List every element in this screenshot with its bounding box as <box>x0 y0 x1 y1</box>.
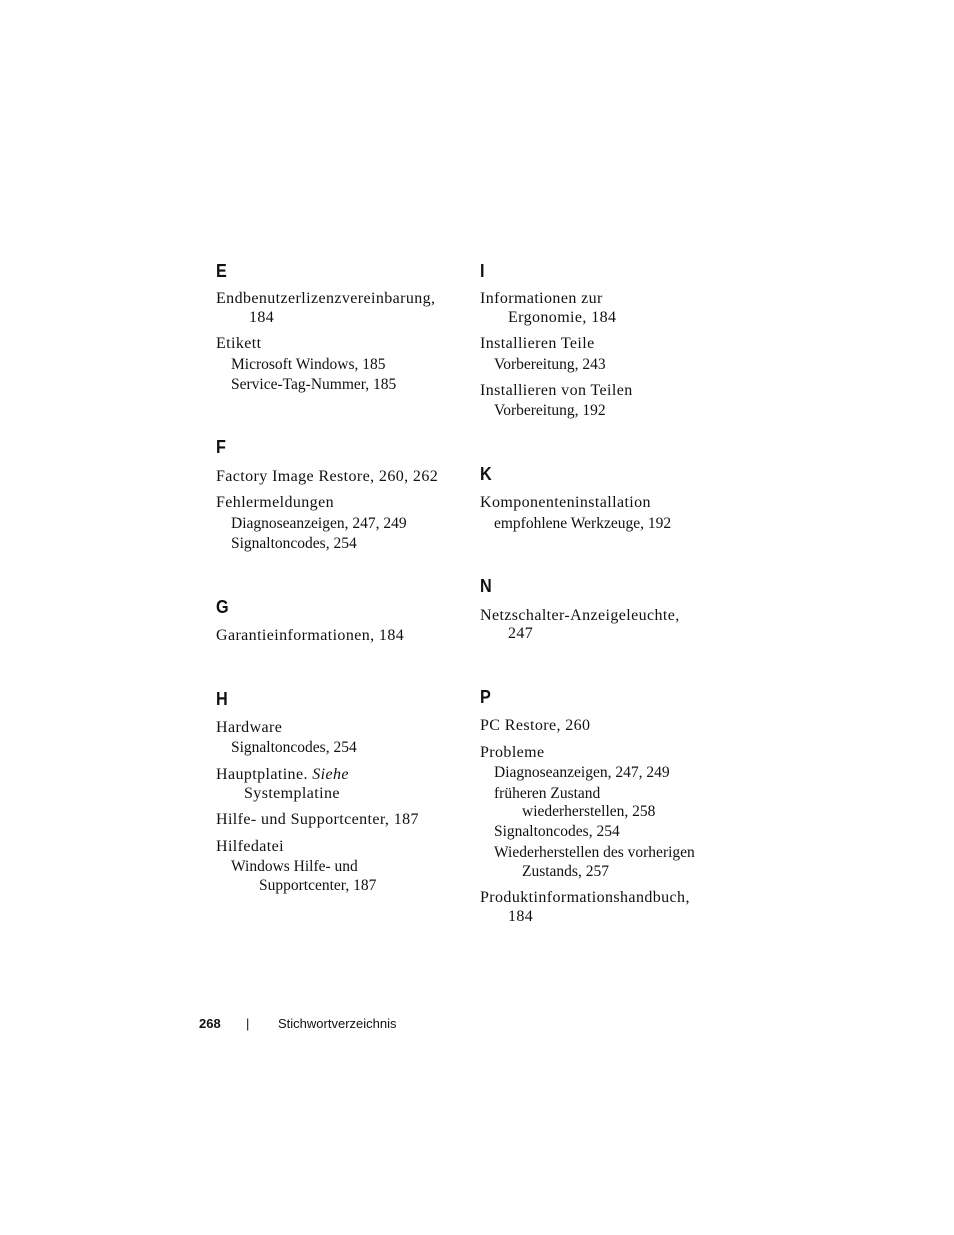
index-subentry: Windows Hilfe- und <box>231 858 358 875</box>
index-entry: Etikett <box>216 335 262 352</box>
index-subentry: Diagnoseanzeigen, 247, 249 <box>231 515 407 532</box>
index-letter-e: E <box>216 261 227 281</box>
index-letter-f: F <box>216 437 226 457</box>
index-letter-g: G <box>216 597 229 617</box>
index-entry: Endbenutzerlizenzvereinbarung, <box>216 290 436 307</box>
index-subentry: Vorbereitung, 192 <box>494 402 606 419</box>
index-letter-i: I <box>480 261 485 281</box>
index-subentry-continuation: Supportcenter, 187 <box>259 877 377 894</box>
index-entry-continuation: Systemplatine <box>244 785 340 802</box>
index-entry: Hilfedatei <box>216 838 284 855</box>
index-subentry: Signaltoncodes, 254 <box>231 739 357 756</box>
index-entry-continuation: 247 <box>508 625 534 642</box>
index-entry: Garantieinformationen, 184 <box>216 627 405 644</box>
index-subentry: Microsoft Windows, 185 <box>231 356 386 373</box>
index-subentry-continuation: Zustands, 257 <box>522 863 609 880</box>
index-entry-continuation: 184 <box>249 309 275 326</box>
index-entry: Informationen zur <box>480 290 603 307</box>
index-entry: Installieren von Teilen <box>480 382 633 399</box>
index-letter-n: N <box>480 576 492 596</box>
index-entry: PC Restore, 260 <box>480 717 591 734</box>
index-subentry-continuation: wiederherstellen, 258 <box>522 803 656 820</box>
index-letter-k: K <box>480 464 492 484</box>
index-subentry: Service-Tag-Nummer, 185 <box>231 376 397 393</box>
index-letter-h: H <box>216 689 228 709</box>
index-letter-p: P <box>480 687 491 707</box>
index-entry-continuation: 184 <box>508 908 534 925</box>
index-subentry: Wiederherstellen des vorherigen <box>494 844 695 861</box>
index-subentry: empfohlene Werkzeuge, 192 <box>494 515 672 532</box>
index-subentry: Diagnoseanzeigen, 247, 249 <box>494 764 670 781</box>
index-entry: Produktinformationshandbuch, <box>480 889 690 906</box>
index-entry: Netzschalter-Anzeigeleuchte, <box>480 607 680 624</box>
index-subentry: früheren Zustand <box>494 785 601 802</box>
see-reference: Siehe <box>312 766 349 783</box>
index-entry: Hilfe- und Supportcenter, 187 <box>216 811 419 828</box>
index-entry: Installieren Teile <box>480 335 595 352</box>
index-subentry: Signaltoncodes, 254 <box>494 823 620 840</box>
index-entry: Probleme <box>480 744 545 761</box>
footer-title: Stichwortverzeichnis <box>278 1016 397 1031</box>
index-subentry: Signaltoncodes, 254 <box>231 535 357 552</box>
page-number: 268 <box>199 1016 221 1031</box>
index-entry <box>216 765 349 784</box>
index-entry-continuation: Ergonomie, 184 <box>508 309 617 326</box>
index-entry: Factory Image Restore, 260, 262 <box>216 468 439 485</box>
index-entry: Fehlermeldungen <box>216 494 334 511</box>
index-entry: Komponenteninstallation <box>480 494 651 511</box>
index-entry: Hardware <box>216 719 283 736</box>
footer-separator: | <box>246 1016 250 1031</box>
index-entry-text: Hauptplatine. <box>216 766 308 783</box>
index-subentry: Vorbereitung, 243 <box>494 356 606 373</box>
